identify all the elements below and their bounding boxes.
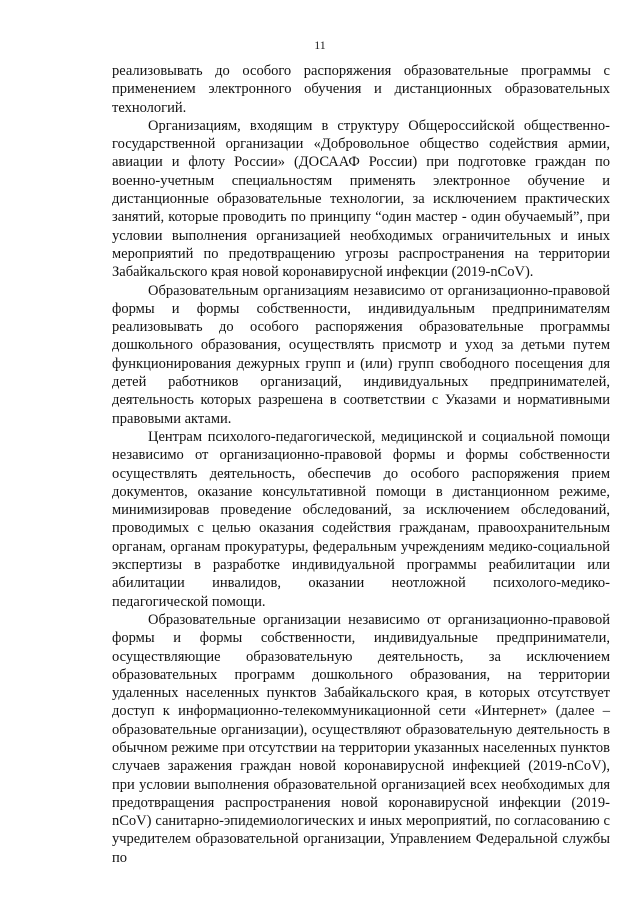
paragraph-remote-settlements: Образовательные организации независимо от организационно-правовой формы и формы собственности, индивидуальные предприниматели, осуществляющие образовательную деятельность, за исключением образовательных программ дошкольного образования, на территории удаленных населенных пунктов Забайкальского края, в которых отсутствует доступ к информационно-телекоммуникационной сети «Интернет» (далее – образовательные организации), осуществляют образовательную деятельность в обычном режиме при отсутствии на территории указанных населенных пунктов случаев заражения граждан новой коронавирусной инфекцией (2019-nCoV), при условии выполнения образовательной организацией всех необходимых для предотвращения распространения новой коронавирусной инфекции (2019-nCoV) санитарно-эпидемиологических и иных мероприятий, по согласованию с учредителем образовательной организации, Управлением Федеральной службы по bbox=[112, 611, 610, 866]
paragraph-dosaaf: Организациям, входящим в структуру Общероссийской общественно-государственной организации «Добровольное общество содействия армии, авиации и флоту России» (ДОСААФ России) при подготовке граждан по военно-учетным специальностям применять электронное обучение и дистанционные образовательные технологии, за исключением практических занятий, которые проводить по принципу “один мастер - один обучаемый”, при условии выполнения организацией необходимых ограничительных и иных мероприятий по предотвращению угрозы распространения на территории Забайкальского края новой коронавирусной инфекции (2019-nCoV). bbox=[112, 117, 610, 281]
page-number: 11 bbox=[314, 38, 326, 52]
paragraph-ppms-centers: Центрам психолого-педагогической, медицинской и социальной помощи независимо от организационно-правовой формы и формы собственности осуществлять деятельность, обеспечив до особого распоряжения прием документов, оказание консультативной помощи в дистанционном режиме, минимизировав проведение обследований, за исключением обследований, проводимых с целью оказания содействия гражданам, правоохранительным органам, органам прокуратуры, федеральным учреждениям медико-социальной экспертизы в разработке индивидуальной программы реабилитации или абилитации инвалидов, оказании неотложной психолого-медико-педагогической помощи. bbox=[112, 428, 610, 610]
paragraph-preschool: Образовательным организациям независимо от организационно-правовой формы и формы собственности, индивидуальным предпринимателям реализовывать до особого распоряжения образовательные программы дошкольного образования, осуществлять присмотр и уход за детьми путем функционирования дежурных групп и (или) групп свободного посещения для детей работников организаций, индивидуальных предпринимателей, деятельность которых разрешена в соответствии с Указами и нормативными правовыми актами. bbox=[112, 282, 610, 427]
paragraph-continuation: реализовывать до особого распоряжения образовательные программы с применением электронного обучения и дистанционных образовательных технологий. bbox=[112, 63, 610, 116]
document-body bbox=[112, 62, 610, 867]
